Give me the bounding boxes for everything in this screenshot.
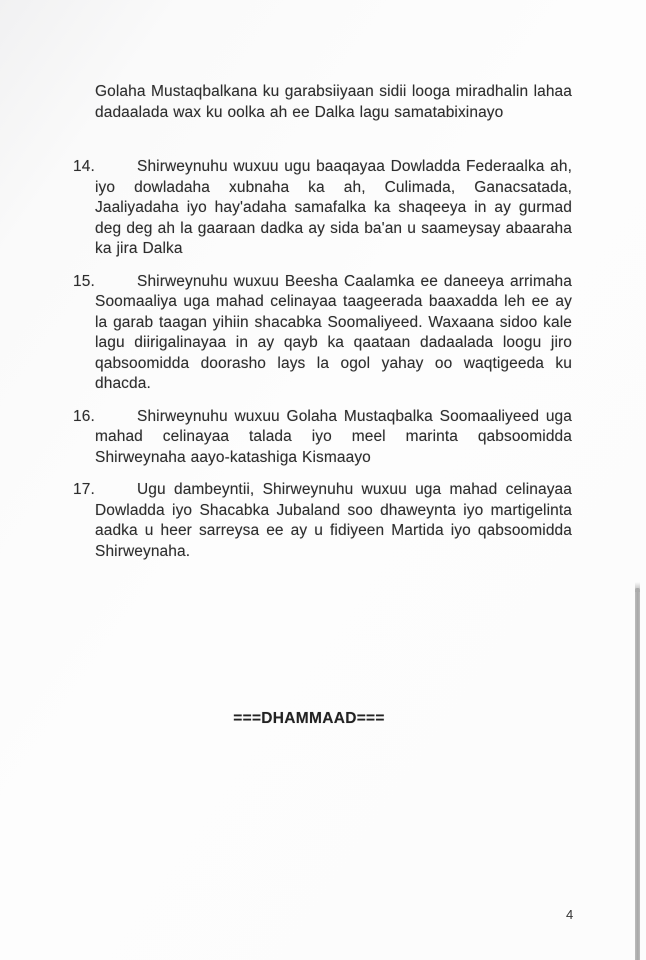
item-number: 16. <box>73 407 95 425</box>
end-marker: ===DHAMMAAD=== <box>233 710 385 727</box>
list-item-15 <box>73 272 572 395</box>
list-item-14 <box>73 157 572 260</box>
list-item-16 <box>73 407 572 469</box>
item-text: Shirweynuhu wuxuu Beesha Caalamka ee daneeya arrimaha Soomaaliya uga mahad celinayaa taageerada baaxadda leh ee ay la garab taagan yihiin shacabka Soomaliyeed. Waxaana sidoo kale lagu diirigalinayaa in ay qayb ka qaataan dadaalada loogu jiro qabsoomidda doorasho lays la ogol yahay oo waqtigeeda ku dhacda. <box>95 272 572 392</box>
list-item-17 <box>73 480 572 562</box>
item-text: Ugu dambeyntii, Shirweynuhu wuxuu uga mahad celinayaa Dowladda iyo Shacabka Jubaland soo dhaweynta iyo martigelinta aadka u heer sarreysa ee ay u fidiyeen Martida iyo qabsoomidda Shirweynaha. <box>95 481 572 560</box>
item-text: Shirweynuhu wuxuu ugu baaqayaa Dowladda Federaalka ah, iyo dowladaha xubnaha ka ah, Culimada, Ganacsatada, Jaaliyadaha iyo hay'adaha samafalka ka shaqeeya in ay gurmad deg deg ah la gaaraan dadka ay sida ba'an u saameysay abaaraha ka jira Dalka <box>95 158 572 257</box>
document-body <box>73 82 572 574</box>
scrollbar-thumb[interactable] <box>635 588 640 960</box>
item-number: 17. <box>73 481 95 498</box>
paragraph-continuation: Golaha Mustaqbalkana ku garabsiiyaan sidii looga miradhalin lahaa dadaalada wax ku oolka ah ee Dalka lagu samatabixinayo <box>95 83 572 121</box>
page-number: 4 <box>566 907 574 922</box>
item-number: 15. <box>73 272 95 290</box>
item-text: Shirweynuhu wuxuu Golaha Mustaqbalka Soomaaliyeed uga mahad celinayaa talada iyo meel marinta qabsoomidda Shirweynaha aayo-katashiga Kismaayo <box>95 407 572 466</box>
item-number: 14. <box>73 158 95 175</box>
